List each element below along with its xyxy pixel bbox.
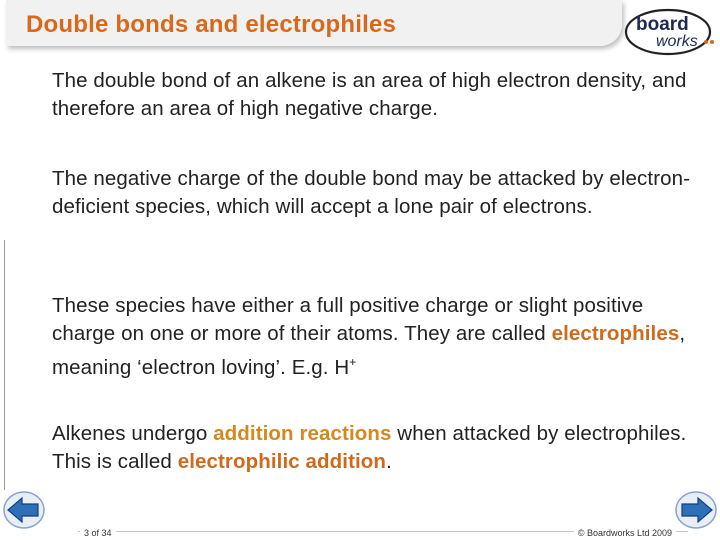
- term-electrophiles: electrophiles: [551, 322, 680, 345]
- term-electrophilic-addition: electrophilic addition: [177, 450, 387, 473]
- paragraph-1: The double bond of an alkene is an area of high electron density, and therefore an area of high negative charge.: [52, 69, 687, 120]
- p4-text-mid: when attacked by electrophiles. This is called: [52, 422, 687, 473]
- term-addition-reactions: addition reactions: [213, 422, 392, 445]
- paragraph-2: The negative charge of the double bond may be attacked by electron-deficient species, which will accept a lone pair of electrons.: [52, 167, 691, 218]
- paragraph-4: [52, 420, 692, 476]
- paragraph-3: [52, 292, 692, 382]
- copyright-text: © Boardworks Ltd 2009: [574, 528, 676, 538]
- left-rail-divider: [4, 240, 5, 490]
- p3-text-pre: These species have either a full positive charge or slight positive charge on one or more of their atoms. They are called: [52, 294, 644, 345]
- next-slide-button[interactable]: [674, 488, 718, 530]
- logo-text-works: works: [656, 33, 698, 50]
- boardworks-logo: [624, 6, 718, 58]
- logo-text-board: board: [636, 14, 689, 35]
- h-plus-superscript: +: [349, 355, 357, 369]
- page-indicator: 3 of 34: [80, 528, 116, 538]
- p4-text-pre: Alkenes undergo: [52, 422, 214, 445]
- slide-title: Double bonds and electrophiles: [26, 11, 397, 38]
- previous-slide-button[interactable]: [2, 488, 46, 530]
- p4-text-post: .: [386, 450, 392, 473]
- p3-text-post: , meaning ‘electron loving’. E.g. H: [52, 322, 686, 379]
